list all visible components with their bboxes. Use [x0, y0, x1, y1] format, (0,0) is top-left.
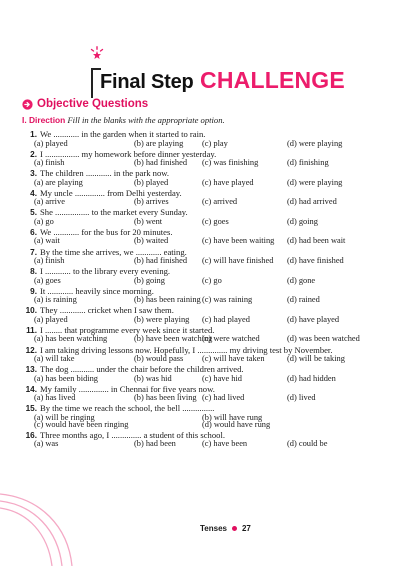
- option-d[interactable]: (d) have played: [287, 314, 340, 324]
- question-number: 10.: [25, 306, 37, 316]
- question-text: We ............ for the bus for 20 minutes.: [40, 226, 173, 237]
- question-stem: [22, 207, 188, 217]
- option-a[interactable]: (a) wait: [34, 236, 60, 246]
- option-c[interactable]: (c) was finishing: [202, 158, 259, 168]
- option-c[interactable]: (c) had lived: [202, 393, 245, 403]
- option-c[interactable]: (c) arrived: [202, 197, 238, 207]
- option-b[interactable]: (b) had finished: [134, 158, 188, 168]
- question-stem: [22, 305, 174, 315]
- option-b[interactable]: (b) had finished: [134, 256, 188, 266]
- option-d[interactable]: (d) was been watched: [287, 334, 360, 344]
- question-stem: [22, 149, 216, 159]
- question-item: [22, 323, 394, 343]
- option-b[interactable]: (b) going: [134, 275, 165, 285]
- question-text: My family .............. in Chennai for five years now.: [40, 383, 215, 394]
- question-item: [22, 401, 394, 428]
- question-text: By the time we reach the school, the bell ...............: [40, 403, 215, 414]
- option-c[interactable]: (c) would have been ringing: [34, 420, 129, 430]
- question-stem: [22, 403, 214, 413]
- question-number: 5.: [30, 208, 37, 218]
- question-item: [22, 225, 394, 245]
- question-number: 14.: [25, 384, 37, 394]
- option-b[interactable]: (b) has been living: [134, 393, 197, 403]
- option-b[interactable]: (b) has been raining: [134, 295, 201, 305]
- question-item: [22, 127, 394, 147]
- option-d[interactable]: (d) had been wait: [287, 236, 346, 246]
- option-a[interactable]: (a) finish: [34, 256, 65, 266]
- question-number: 8.: [30, 267, 37, 277]
- question-item: [22, 147, 394, 167]
- question-text: I ........ that programme every week since it started.: [40, 324, 215, 335]
- direction-label: I. Direction: [22, 115, 66, 125]
- option-d[interactable]: (d) have finished: [287, 256, 344, 266]
- page-number: 27: [241, 524, 251, 533]
- option-c[interactable]: (c) have been waiting: [202, 236, 275, 246]
- question-stem: [22, 364, 244, 374]
- option-c[interactable]: (c) will have finished: [202, 256, 274, 266]
- question-text: The children ............ in the park now.: [40, 168, 170, 179]
- title-challenge: CHALLENGE: [200, 67, 345, 93]
- option-b[interactable]: (b) would pass: [134, 354, 184, 364]
- option-c[interactable]: (c) had played: [202, 314, 250, 324]
- question-list: [22, 127, 394, 448]
- question-item: [22, 264, 394, 284]
- footer-chapter: Tenses: [200, 524, 227, 533]
- footer-dot: [232, 526, 237, 531]
- question-number: 12.: [25, 345, 37, 355]
- option-c[interactable]: (c) will have taken: [202, 354, 265, 364]
- option-a[interactable]: (a) finish: [34, 158, 65, 168]
- option-d[interactable]: (d) gone: [287, 275, 316, 285]
- option-d[interactable]: (d) had hidden: [287, 373, 336, 383]
- question-item: [22, 205, 394, 225]
- question-stem: [22, 227, 173, 237]
- option-a[interactable]: (a) will be ringing: [34, 412, 95, 422]
- option-a[interactable]: (a) has been biding: [34, 373, 98, 383]
- option-c[interactable]: (c) goes: [202, 216, 229, 226]
- option-c[interactable]: (c) go: [202, 275, 222, 285]
- question-number: 1.: [30, 130, 37, 139]
- question-number: 4.: [30, 188, 37, 198]
- option-b[interactable]: (b) played: [134, 177, 169, 187]
- option-a[interactable]: (a) go: [34, 216, 54, 226]
- title-final-step: Final Step: [100, 71, 194, 93]
- option-d[interactable]: (d) would have rung: [202, 420, 271, 430]
- question-stem: [22, 129, 205, 139]
- question-number: 15.: [25, 404, 37, 414]
- question-stem: [22, 345, 332, 355]
- section-heading: [22, 98, 148, 110]
- option-b[interactable]: (b) went: [134, 216, 163, 226]
- option-a[interactable]: (a) has been watching: [34, 334, 108, 344]
- option-d[interactable]: (d) could be: [287, 439, 328, 449]
- question-text: Three months ago, I .............. a student of this school.: [40, 429, 225, 440]
- question-number: 6.: [30, 227, 37, 237]
- option-c[interactable]: (c) have hid: [202, 373, 242, 383]
- option-a[interactable]: (a) played: [34, 138, 68, 148]
- question-text: My uncle .............. from Delhi yesterday.: [40, 187, 182, 198]
- question-number: 3.: [30, 169, 37, 179]
- option-d[interactable]: (d) were playing: [287, 177, 343, 187]
- option-d[interactable]: (d) going: [287, 216, 318, 226]
- question-item: [22, 245, 394, 265]
- direction: [22, 115, 225, 125]
- option-b[interactable]: (b) have been watching: [134, 334, 213, 344]
- decorative-arcs: [0, 488, 80, 566]
- question-number: 16.: [25, 430, 37, 440]
- option-d[interactable]: (d) were playing: [287, 138, 343, 148]
- option-c[interactable]: (c) play: [202, 138, 228, 148]
- question-text: By the time she arrives, we ............ eating.: [40, 246, 187, 257]
- question-item: [22, 343, 394, 363]
- question-text: It ............ heavily since morning.: [40, 285, 154, 296]
- option-a[interactable]: (a) is raining: [34, 295, 77, 305]
- option-b[interactable]: (b) are playing: [134, 138, 184, 148]
- question-item: [22, 166, 394, 186]
- option-b[interactable]: (b) was hid: [134, 373, 172, 383]
- option-d[interactable]: (d) lived: [287, 393, 316, 403]
- question-text: They ............ cricket when I saw them.: [40, 305, 174, 316]
- question-number: 13.: [25, 365, 37, 375]
- page-title: [100, 67, 345, 94]
- question-item: [22, 303, 394, 323]
- question-text: I ............ to the library every evening.: [40, 266, 171, 277]
- option-d[interactable]: (d) rained: [287, 295, 320, 305]
- question-item: [22, 362, 394, 382]
- option-b[interactable]: (b) had been: [134, 439, 176, 449]
- option-a[interactable]: (a) goes: [34, 275, 61, 285]
- question-number: 7.: [30, 247, 37, 257]
- option-a[interactable]: (a) has lived: [34, 393, 76, 403]
- option-a[interactable]: (a) arrive: [34, 197, 65, 207]
- option-c[interactable]: (c) was raining: [202, 295, 253, 305]
- question-text: I am taking driving lessons now. Hopefully, I .............. my driving test by November.: [40, 344, 333, 355]
- question-text: I ................ my homework before dinner yesterday.: [40, 148, 217, 159]
- question-stem: [22, 286, 154, 296]
- option-b[interactable]: (b) waited: [134, 236, 169, 246]
- question-item: [22, 186, 394, 206]
- option-c[interactable]: (c) were watched: [202, 334, 260, 344]
- question-item: [22, 382, 394, 402]
- question-item: [22, 284, 394, 304]
- section-title: Objective Questions: [37, 98, 149, 110]
- option-a[interactable]: (a) are playing: [34, 177, 83, 187]
- option-d[interactable]: (d) had arrived: [287, 197, 337, 207]
- question-stem: [22, 188, 182, 198]
- page-footer: [200, 524, 251, 533]
- question-stem: [22, 430, 225, 440]
- option-d[interactable]: (d) will be taking: [287, 354, 345, 364]
- question-number: 11.: [26, 325, 37, 335]
- question-text: She ................ to the market every Sunday.: [40, 207, 188, 218]
- option-c[interactable]: (c) have been: [202, 439, 248, 449]
- option-b[interactable]: (b) arrives: [134, 197, 169, 207]
- question-stem: [22, 384, 215, 394]
- option-a[interactable]: (a) played: [34, 314, 68, 324]
- question-stem: [22, 266, 170, 276]
- option-b[interactable]: (b) will have rung: [202, 412, 263, 422]
- question-number: 9.: [30, 286, 37, 296]
- question-item: [22, 428, 394, 448]
- question-stem: [22, 325, 214, 335]
- option-b[interactable]: (b) were playing: [134, 314, 190, 324]
- option-a[interactable]: (a) will take: [34, 354, 75, 364]
- question-number: 2.: [30, 149, 37, 159]
- question-text: We ............ in the garden when it started to rain.: [40, 129, 206, 139]
- star-burst-icon: [90, 46, 104, 60]
- option-d[interactable]: (d) finishing: [287, 158, 329, 168]
- question-stem: [22, 168, 169, 178]
- direction-text: Fill in the blanks with the appropriate option.: [67, 115, 225, 125]
- question-stem: [22, 247, 187, 257]
- option-a[interactable]: (a) was: [34, 439, 59, 449]
- option-c[interactable]: (c) have played: [202, 177, 254, 187]
- arrow-circle-icon: [22, 99, 33, 110]
- question-text: The dog ........... under the chair before the children arrived.: [40, 364, 244, 375]
